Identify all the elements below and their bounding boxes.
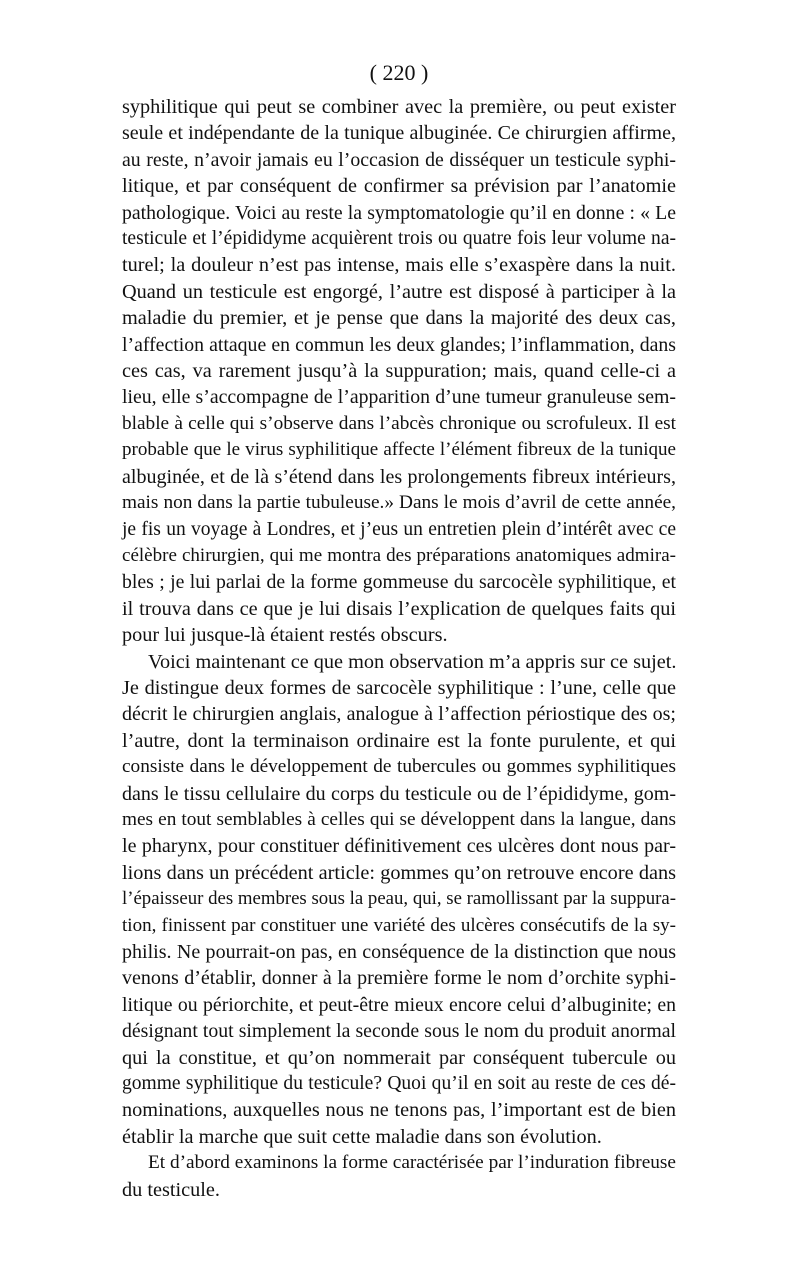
text-line: ces cas, va rarement jusqu’à la suppuration; mais, quand celle-ci a xyxy=(122,360,676,383)
page-number: ( 220 ) xyxy=(369,60,429,85)
text-line: lieu, elle s’accompagne de l’apparition d’une tumeur granuleuse sem- xyxy=(122,386,676,409)
text-line: du testicule. xyxy=(122,1178,220,1201)
text-line: au reste, n’avoir jamais eu l’occasion de disséquer un testicule syphi- xyxy=(122,148,676,171)
text-line: Voici maintenant ce que mon observation m’a appris sur ce sujet. xyxy=(148,650,677,673)
text-line: décrit le chirurgien anglais, analogue à l’affection périostique des os; xyxy=(122,703,676,726)
text-line: Et d’abord examinons la forme caractérisée par l’induration fibreuse xyxy=(148,1152,676,1174)
text-line: blable à celle qui s’observe dans l’abcès chronique ou scrofuleux. Il est xyxy=(122,412,676,434)
text-line: le pharynx, pour constituer définitivement ces ulcères dont nous par- xyxy=(122,835,676,858)
text-line: pathologique. Voici au reste la symptomatologie qu’il en donne : « Le xyxy=(122,201,676,224)
text-line: probable que le virus syphilitique affecte l’élément fibreux de la tunique xyxy=(122,439,676,461)
text-line: Quand un testicule est engorgé, l’autre est disposé à participer à la xyxy=(122,280,676,303)
text-line: gomme syphilitique du testicule? Quoi qu’il en soit au reste de ces dé- xyxy=(122,1073,676,1095)
text-line: l’épaisseur des membres sous la peau, qui, se ramollissant par la suppura- xyxy=(122,888,676,910)
text-line: albuginée, et de là s’étend dans les prolongements fibreux intérieurs, xyxy=(122,465,676,488)
text-line: litique ou périorchite, et peut-être mieux encore celui d’albuginite; en xyxy=(122,993,676,1016)
text-line: bles ; je lui parlai de la forme gommeuse du sarcocèle syphilitique, et xyxy=(122,571,676,594)
text-line: mais non dans la partie tubuleuse.» Dans le mois d’avril de cette année, xyxy=(122,492,676,514)
text-line: célèbre chirurgien, qui me montra des préparations anatomiques admira- xyxy=(122,544,676,566)
text-line: dans le tissu cellulaire du corps du testicule ou de l’épididyme, gom- xyxy=(122,782,676,805)
body-text xyxy=(122,94,676,1203)
text-line: mes en tout semblables à celles qui se développent dans la langue, dans xyxy=(122,808,676,830)
text-line: venons d’établir, donner à la première forme le nom d’orchite syphi- xyxy=(122,967,676,990)
text-line: nominations, auxquelles nous ne tenons pas, l’important est de bien xyxy=(122,1099,676,1122)
book-page xyxy=(122,58,676,1203)
text-line: lions dans un précédent article: gommes qu’on retrouve encore dans xyxy=(122,861,676,884)
text-line: pour lui jusque-là étaient restés obscurs. xyxy=(122,624,448,647)
text-line: consiste dans le développement de tubercules ou gommes syphilitiques xyxy=(122,756,676,778)
text-line: syphilitique qui peut se combiner avec la première, ou peut exister xyxy=(122,96,676,118)
text-line: désignant tout simplement la seconde sous le nom du produit anormal xyxy=(122,1020,676,1043)
text-line: Je distingue deux formes de sarcocèle syphilitique : l’une, celle que xyxy=(122,676,676,699)
text-line: l’autre, dont la terminaison ordinaire est la fonte purulente, et qui xyxy=(122,729,676,752)
text-line: il trouva dans ce que je lui disais l’explication de quelques faits qui xyxy=(122,597,676,620)
text-line: turel; la douleur n’est pas intense, mais elle s’exaspère dans la nuit. xyxy=(122,254,676,277)
text-line: tion, finissent par constituer une variété des ulcères consécutifs de la sy- xyxy=(122,914,676,936)
text-line: litique, et par conséquent de confirmer sa prévision par l’anatomie xyxy=(122,175,676,198)
text-line: l’affection attaque en commun les deux glandes; l’inflammation, dans xyxy=(122,333,676,356)
text-line: établir la marche que suit cette maladie dans son évolution. xyxy=(122,1125,602,1148)
text-line: maladie du premier, et je pense que dans la majorité des deux cas, xyxy=(122,307,676,330)
text-line: philis. Ne pourrait-on pas, en conséquence de la distinction que nous xyxy=(122,941,676,963)
text-line: seule et indépendante de la tunique albuginée. Ce chirurgien affirme, xyxy=(122,122,676,145)
text-line: je fis un voyage à Londres, et j’eus un entretien plein d’intérêt avec ce xyxy=(122,518,676,540)
text-line: testicule et l’épididyme acquièrent trois ou quatre fois leur volume na- xyxy=(122,228,676,250)
text-line: qui la constitue, et qu’on nommerait par conséquent tubercule ou xyxy=(122,1046,676,1069)
